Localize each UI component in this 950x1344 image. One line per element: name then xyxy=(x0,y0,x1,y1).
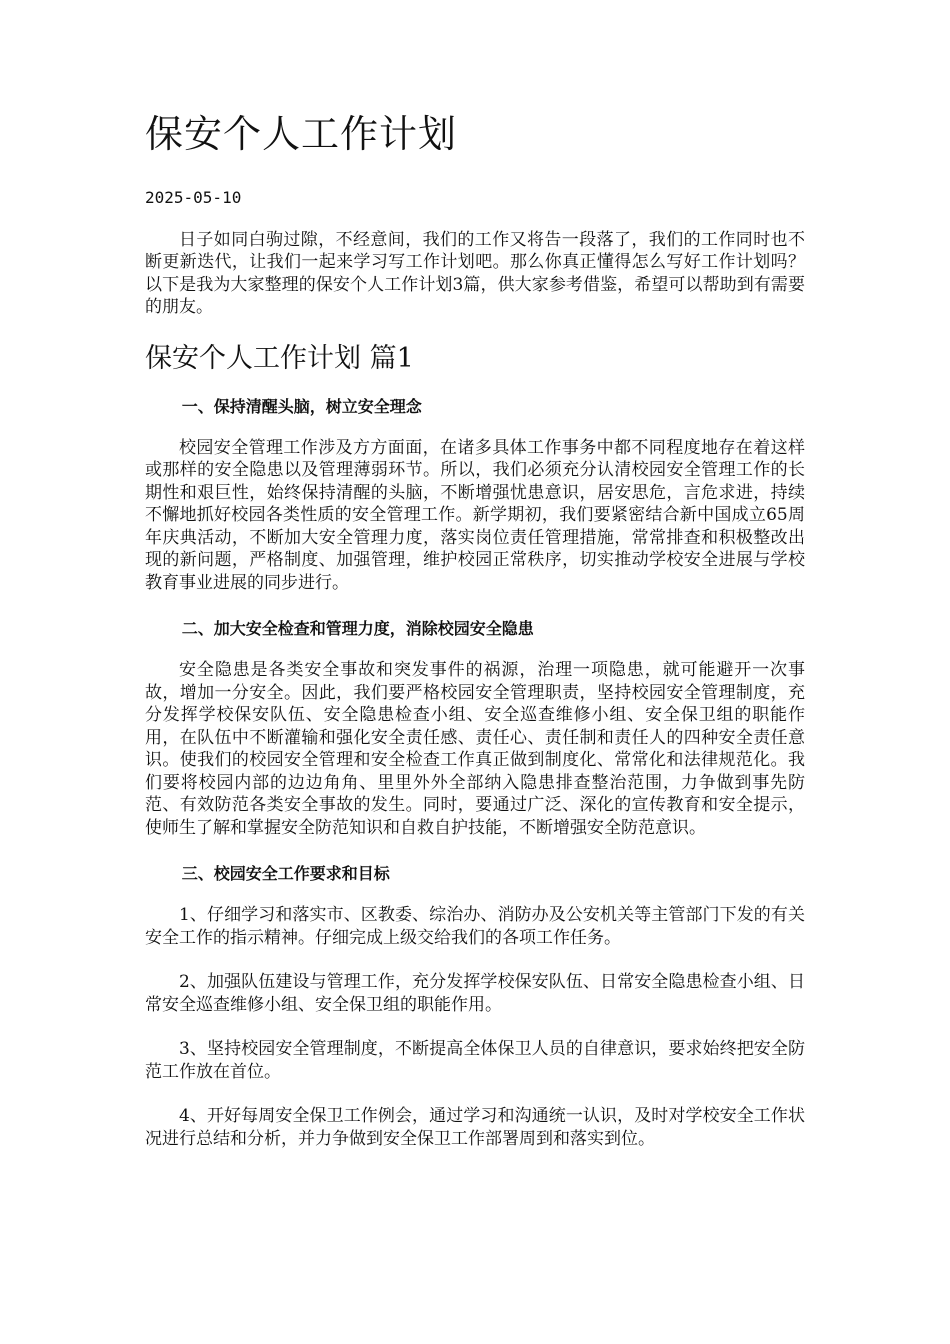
sub-heading-2: 二、加大安全检查和管理力度，消除校园安全隐患 xyxy=(181,619,534,639)
list-item-3: 3、坚持校园安全管理制度，不断提高全体保卫人员的自律意识，要求始终把安全防范工作放在首位。 xyxy=(145,1039,805,1082)
document-title: 保安个人工作计划 xyxy=(145,112,458,156)
body-paragraph-1: 校园安全管理工作涉及方方面面，在诸多具体工作事务中都不同程度地存在着这样或那样的安全隐患以及管理薄弱环节。所以，我们必须充分认清校园安全管理工作的长期性和艰巨性，始终保持清醒的头脑，不断增强忧患意识，居安思危，言危求进，持续不懈地抓好校园各类性质的安全管理工作。新学期初，我们要紧密结合新中国成立65周年庆典活动，不断加大安全管理力度，落实岗位责任管理措施，常常排查和积极整改出现的新问题，严格制度、加强管理，维护校园正常秩序，切实推动学校安全进展与学校教育事业进展的同步进行。 xyxy=(145,437,805,593)
sub-heading-3: 三、校园安全工作要求和目标 xyxy=(181,864,390,884)
list-item-4: 4、开好每周安全保卫工作例会，通过学习和沟通统一认识，及时对学校安全工作状况进行总结和分析，并力争做到安全保卫工作部署周到和落实到位。 xyxy=(145,1106,805,1149)
body-paragraph-2: 安全隐患是各类安全事故和突发事件的祸源，治理一项隐患，就可能避开一次事故，增加一分安全。因此，我们要严格校园安全管理职责，坚持校园安全管理制度，充分发挥学校保安队伍、安全隐患检查小组、安全巡查维修小组、安全保卫组的职能作用，在队伍中不断灌输和强化安全责任感、责任心、责任制和责任人的四种安全责任意识。使我们的校园安全管理和安全检查工作真正做到制度化、常常化和法律规范化。我们要将校园内部的边边角角、里里外外全部纳入隐患排查整治范围，力争做到事先防范、有效防范各类安全事故的发生。同时，要通过广泛、深化的宣传教育和安全提示，使师生了解和掌握安全防范知识和自救自护技能，不断增强安全防范意识。 xyxy=(145,660,805,838)
intro-paragraph: 日子如同白驹过隙，不经意间，我们的工作又将告一段落了，我们的工作同时也不断更新迭代，让我们一起来学习写工作计划吧。那么你真正懂得怎么写好工作计划吗？以下是我为大家整理的保安个人工作计划3篇，供大家参考借鉴，希望可以帮助到有需要的朋友。 xyxy=(145,229,805,318)
list-item-1: 1、仔细学习和落实市、区教委、综治办、消防办及公安机关等主管部门下发的有关安全工作的指示精神。仔细完成上级交给我们的各项工作任务。 xyxy=(145,905,805,948)
list-item-2: 2、加强队伍建设与管理工作，充分发挥学校保安队伍、日常安全隐患检查小组、日常安全巡查维修小组、安全保卫组的职能作用。 xyxy=(145,972,805,1015)
document-page xyxy=(145,112,805,1172)
section-title: 保安个人工作计划 篇1 xyxy=(145,342,414,374)
sub-heading-1: 一、保持清醒头脑，树立安全理念 xyxy=(181,396,422,416)
document-date: 2025-05-10 xyxy=(145,187,242,207)
